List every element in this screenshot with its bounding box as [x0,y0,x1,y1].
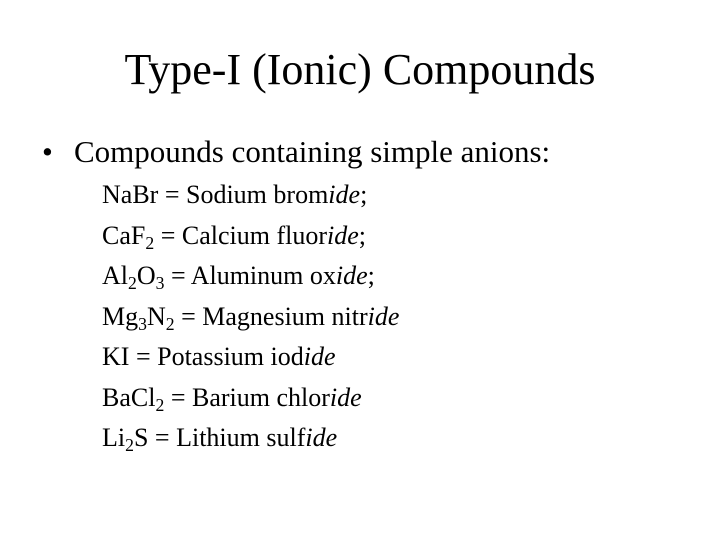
bullet-text: Compounds containing simple anions: [74,134,551,169]
element-subscript: 2 [145,232,155,253]
element-symbol: Ca [102,220,131,250]
trailing-punctuation: ; [360,180,368,209]
element-subscript: 2 [165,313,175,334]
chemical-formula [102,220,155,253]
compound-item [102,297,399,338]
element-symbol: S [133,423,149,452]
bullet-marker: • [42,134,53,169]
equals-sign: = [148,423,177,452]
compound-name: Potassium iod [157,342,304,371]
chemical-formula [102,423,149,455]
equals-sign: = [154,220,182,250]
chemical-formula [102,180,158,209]
name-suffix: ide [328,180,361,209]
equals-sign: = [174,301,203,331]
element-symbol: Mg [102,301,139,331]
compound-item [102,337,399,378]
name-suffix: ide [329,382,362,412]
element-symbol: Ba [102,382,131,412]
equals-sign: = [129,342,158,371]
element-symbol: Al [102,261,128,290]
element-subscript: 3 [155,272,165,293]
element-symbol: F [130,220,146,250]
trailing-punctuation: ; [367,261,375,290]
compound-item [102,378,399,419]
chemical-formula [102,382,165,415]
compound-name: Lithium sulf [176,423,306,452]
element-symbol: I [120,342,130,371]
element-subscript: 2 [155,394,165,415]
name-suffix: ide [305,423,338,452]
element-subscript: 2 [128,272,137,293]
trailing-punctuation: ; [358,220,367,250]
element-symbol: Br [132,180,159,209]
chemical-formula [102,301,175,334]
element-subscript: 2 [125,434,134,455]
element-symbol: K [102,342,121,371]
bullet-heading [42,132,550,172]
compound-item [102,256,399,297]
name-suffix: ide [327,220,359,250]
compound-item [102,175,399,216]
element-symbol: O [136,261,156,290]
compound-list [102,175,399,459]
element-symbol: Li [102,423,126,452]
element-symbol: N [146,301,166,331]
equals-sign: = [164,261,191,290]
name-suffix: ide [303,342,336,371]
compound-item [102,216,399,257]
element-symbol: Cl [130,382,156,412]
name-suffix: ide [335,261,368,290]
compound-item [102,418,399,459]
chemical-formula [102,261,165,293]
equals-sign: = [164,382,192,412]
equals-sign: = [158,180,186,209]
compound-name: Calcium fluor [181,220,328,250]
element-subscript: 3 [138,313,147,334]
compound-name: Magnesium nitr [202,301,368,331]
element-symbol: Na [102,180,133,209]
compound-name: Sodium brom [186,180,329,209]
slide-title: Type-I (Ionic) Compounds [124,45,596,94]
compound-name: Barium chlor [191,382,330,412]
name-suffix: ide [367,301,400,331]
compound-name: Aluminum ox [190,261,336,290]
chemical-formula [102,342,129,371]
